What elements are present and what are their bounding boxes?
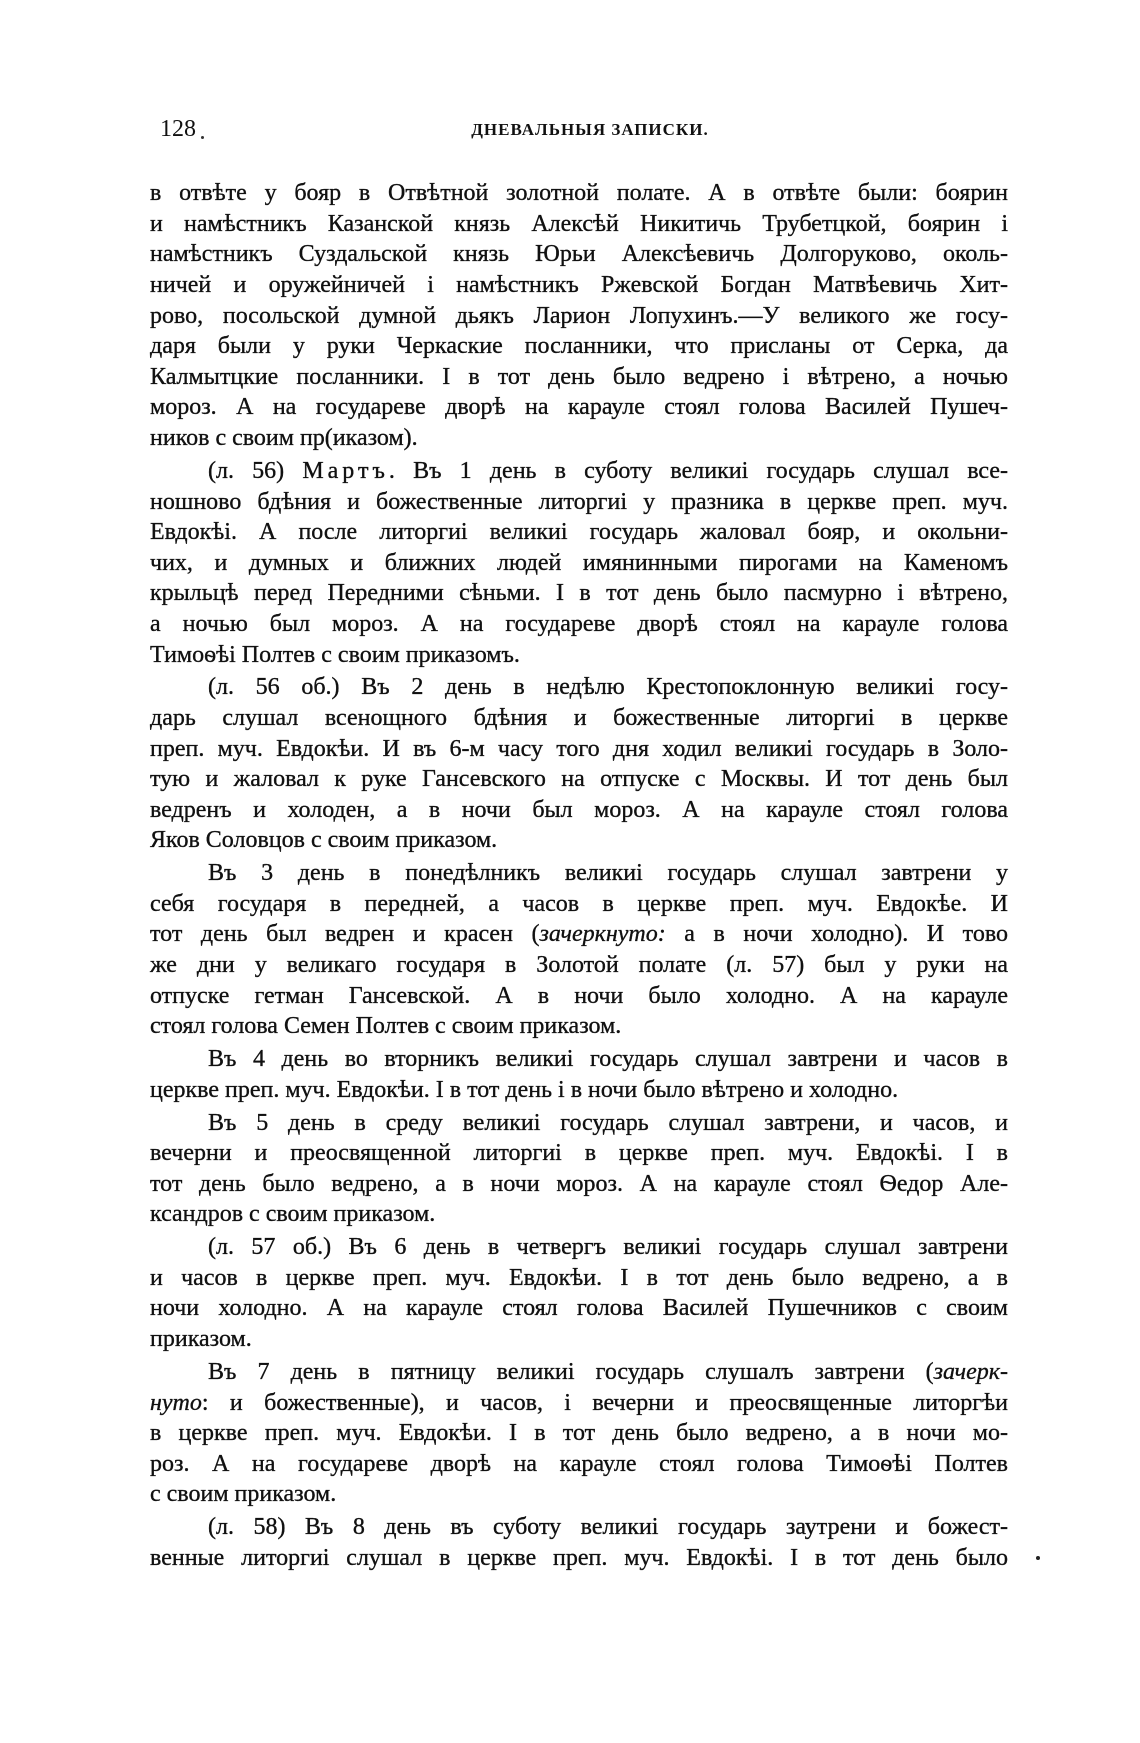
text-line <box>150 1169 1008 1200</box>
text-line <box>150 423 1008 454</box>
text-line <box>150 764 1008 795</box>
text-line <box>150 734 1008 765</box>
text-line <box>150 1388 1008 1419</box>
paragraph <box>150 456 1008 670</box>
text-line-content <box>208 1357 1008 1388</box>
text-segment: Тимоѳѣі Полтев с своим приказомъ. <box>150 641 520 668</box>
text-line-content <box>208 858 1008 889</box>
text-line <box>150 1075 1008 1106</box>
text-line <box>150 1011 1008 1042</box>
text-segment: вечерни и преосвященной литоргиі в церкве преп. муч. Евдокѣі. I в <box>150 1140 1008 1167</box>
text-line <box>150 1324 1008 1355</box>
paragraph <box>150 1108 1008 1230</box>
text-line <box>150 301 1008 332</box>
text-line <box>150 239 1008 270</box>
text-line-content <box>150 640 520 671</box>
text-line <box>150 1108 1008 1139</box>
text-line-content <box>150 517 1008 548</box>
text-segment: Яков Соловцов с своим приказом. <box>150 827 498 854</box>
text-segment: тую и жаловал к руке Гансевского на отпуске с Москвы. И тот день был <box>150 766 1008 793</box>
text-line-content <box>150 178 1008 209</box>
print-speck <box>1036 1556 1040 1560</box>
text-segment: Въ 3 день в понедѣлникъ великиі государь слушал завтрени у <box>208 860 1008 887</box>
text-segment: Евдокѣі. А после литоргиі великиі государь жаловал бояр, и окольни- <box>150 519 1008 546</box>
text-line-content <box>208 1512 1008 1543</box>
text-segment: дарь слушал всенощного бдѣния и божественные литоргиі в церкве <box>150 704 1008 731</box>
text-line <box>150 1232 1008 1263</box>
text-line <box>150 178 1008 209</box>
text-segment: : и божественные), и часов, і вечерни и преосвященные литоргѣи <box>201 1389 1008 1416</box>
text-line <box>150 609 1008 640</box>
text-line <box>150 640 1008 671</box>
text-line-content <box>150 548 1008 579</box>
text-line-content <box>150 919 1008 950</box>
text-line-content <box>150 331 1008 362</box>
text-segment: ведренъ и холоден, а в ночи был мороз. А на карауле стоял голова <box>150 796 1008 823</box>
text-segment: ничей и оружейничей і намѣстникъ Ржевской Богдан Матвѣевичь Хит- <box>150 272 1008 299</box>
text-segment: ношново бдѣния и божественные литоргиі у празника в церкве преп. муч. <box>150 488 1008 515</box>
text-segment: тот день было ведрено, а в ночи мороз. А на карауле стоял Ѳедор Але- <box>150 1170 1008 1197</box>
text-segment: ников с своим пр(иказом). <box>150 425 418 452</box>
text-line <box>150 209 1008 240</box>
text-line <box>150 456 1008 487</box>
text-line <box>150 270 1008 301</box>
text-segment: в отвѣте у бояр в Отвѣтной золотной полате. А в отвѣте были: боярин <box>150 180 1008 207</box>
text-line-content <box>150 1263 1008 1294</box>
text-line-content <box>150 362 1008 393</box>
text-line <box>150 578 1008 609</box>
text-line-content <box>150 423 418 454</box>
text-line <box>150 362 1008 393</box>
text-line-content <box>150 795 1008 826</box>
text-segment: мороз. А на государеве дворѣ на карауле стоял голова Василей Пушеч- <box>150 394 1008 421</box>
text-segment: роз. А на государеве дворѣ на карауле стоял голова Тимоѳѣі Полтев <box>150 1450 1008 1477</box>
text-line <box>150 517 1008 548</box>
text-segment: с своим приказом. <box>150 1481 337 1508</box>
text-line <box>150 548 1008 579</box>
text-line <box>150 1418 1008 1449</box>
editorial-note: нуто <box>150 1389 202 1416</box>
text-line-content <box>150 825 497 856</box>
text-line <box>150 1199 1008 1230</box>
paragraph <box>150 1512 1008 1573</box>
text-segment: и намѣстникъ Казанской князь Алексѣй Никитичь Трубетцкой, боярин і <box>150 210 1008 237</box>
text-line-content <box>150 703 1008 734</box>
text-segment: преп. муч. Евдокѣи. И въ 6-м часу того дня ходил великиі государь в Золо- <box>150 735 1008 762</box>
text-line-content <box>150 392 1008 423</box>
text-line <box>150 950 1008 981</box>
text-segment: . Въ 1 день в суботу великиі государь слушал все- <box>388 457 1008 484</box>
text-line <box>150 487 1008 518</box>
page-number: 128 <box>160 116 196 142</box>
paragraph <box>150 672 1008 856</box>
text-line <box>150 392 1008 423</box>
text-line <box>150 919 1008 950</box>
text-line-content <box>150 889 1008 920</box>
text-segment: (л. 56) <box>208 457 303 484</box>
text-line-content <box>208 672 1008 703</box>
text-line <box>150 1357 1008 1388</box>
text-line <box>150 1263 1008 1294</box>
text-line-content <box>150 1388 1008 1419</box>
text-segment: ночи холодно. А на карауле стоял голова Василей Пушечников с своим <box>150 1295 1008 1322</box>
text-line-content <box>150 1199 435 1230</box>
text-line-content <box>150 1324 252 1355</box>
paragraph <box>150 1232 1008 1354</box>
text-segment: в церкве преп. муч. Евдокѣи. I в тот день было ведрено, а в ночи мо- <box>150 1420 1008 1447</box>
text-line <box>150 1138 1008 1169</box>
text-line-content <box>150 1293 1008 1324</box>
text-segment: стоял голова Семен Полтев с своим приказом. <box>150 1013 622 1040</box>
spaced-heading: Мартъ <box>302 457 389 484</box>
text-segment: венные литоргиі слушал в церкве преп. муч. Евдокѣі. I в тот день было <box>150 1544 1008 1571</box>
editorial-note: зачеркнуто: <box>539 921 666 948</box>
text-segment: церкве преп. муч. Евдокѣи. I в тот день і в ночи было вѣтрено и холодно. <box>150 1076 899 1103</box>
text-line-content <box>150 734 1008 765</box>
text-line-content <box>150 209 1008 240</box>
text-segment: (л. 56 об.) Въ 2 день в недѣлю Крестопоклонную великиі госу- <box>208 674 1008 701</box>
text-line-content <box>150 1449 1008 1480</box>
text-line-content <box>150 1138 1008 1169</box>
text-segment: (л. 58) Въ 8 день въ суботу великиі государь заутрени и божест- <box>208 1514 1008 1541</box>
text-line <box>150 795 1008 826</box>
text-segment: Калмытцкие посланники. I в тот день было ведрено і вѣтрено, а ночью <box>150 363 1008 390</box>
text-line <box>150 981 1008 1012</box>
text-line-content <box>150 487 1008 518</box>
text-line-content <box>208 1232 1008 1263</box>
text-line-content <box>150 270 1008 301</box>
text-segment: а в ночи холодно). И тово <box>665 921 1008 948</box>
page-header <box>0 112 1140 148</box>
text-segment: ксандров с своим приказом. <box>150 1201 436 1228</box>
text-line <box>150 858 1008 889</box>
text-line-content <box>150 1543 1008 1574</box>
text-segment: себя государя в передней, а часов в церкве преп. муч. Евдокѣе. И <box>150 890 1008 917</box>
text-line-content <box>150 1479 336 1510</box>
editorial-note: зачерк- <box>933 1358 1008 1385</box>
paragraph <box>150 1044 1008 1105</box>
text-line <box>150 1449 1008 1480</box>
text-line <box>150 1543 1008 1574</box>
text-line-content <box>150 981 1008 1012</box>
text-segment: даря были у руки Черкаские посланники, что присланы от Серка, да <box>150 333 1008 360</box>
text-line-content <box>208 1108 1008 1139</box>
text-segment: и часов в церкве преп. муч. Евдокѣи. I в тот день было ведрено, а в <box>150 1264 1008 1291</box>
text-line-content <box>150 764 1008 795</box>
paragraph <box>150 178 1008 453</box>
text-segment: же дни у великаго государя в Золотой полате (л. 57) был у руки на <box>150 952 1008 979</box>
text-line <box>150 672 1008 703</box>
text-line <box>150 1044 1008 1075</box>
text-segment: рово, посольской думной дьякъ Ларион Лопухинъ.—У великого же госу- <box>150 302 1008 329</box>
text-line-content <box>150 239 1008 270</box>
text-line <box>150 331 1008 362</box>
text-line <box>150 1512 1008 1543</box>
text-segment: чих, и думных и ближних людей имянинными пирогами на Каменомъ <box>150 549 1008 576</box>
paragraph <box>150 858 1008 1042</box>
text-line <box>150 1293 1008 1324</box>
paragraph <box>150 1357 1008 1510</box>
text-segment: (л. 57 об.) Въ 6 день в четвергъ великиі государь слушал завтрени <box>208 1234 1008 1261</box>
text-line <box>150 1479 1008 1510</box>
text-line <box>150 825 1008 856</box>
text-line-content <box>150 1169 1008 1200</box>
text-line-content <box>150 301 1008 332</box>
text-segment: тот день был ведрен и красен ( <box>150 921 540 948</box>
text-segment: приказом. <box>150 1326 252 1353</box>
text-line-content <box>208 1044 1008 1075</box>
text-line-content <box>150 1418 1008 1449</box>
text-segment: крыльцѣ перед Передними сѣньми. I в тот день было пасмурно і вѣтрено, <box>150 580 1008 607</box>
text-segment: Въ 4 день во вторникъ великиі государь слушал завтрени и часов в <box>208 1046 1008 1073</box>
text-line <box>150 889 1008 920</box>
text-segment: а ночью был мороз. А на государеве дворѣ стоял на карауле голова <box>150 610 1008 637</box>
text-segment: Въ 7 день в пятницу великиі государь слушалъ завтрени ( <box>208 1358 934 1385</box>
body-text <box>150 176 1008 1573</box>
text-line <box>150 703 1008 734</box>
text-line-content <box>150 1011 621 1042</box>
text-line-content <box>208 456 1008 487</box>
text-segment: отпуске гетман Гансевской. А в ночи было холодно. А на карауле <box>150 982 1008 1009</box>
text-line-content <box>150 950 1008 981</box>
text-segment: Въ 5 день в среду великиі государь слушал завтрени, и часов, и <box>208 1109 1008 1136</box>
text-segment: намѣстникъ Суздальской князь Юрьи Алексѣевичь Долгоруково, околь- <box>150 241 1008 268</box>
text-line-content <box>150 1075 898 1106</box>
text-line-content <box>150 609 1008 640</box>
running-title: ДНЕВАЛЬНЫЯ ЗАПИСКИ. <box>471 120 709 139</box>
text-line-content <box>150 578 1008 609</box>
